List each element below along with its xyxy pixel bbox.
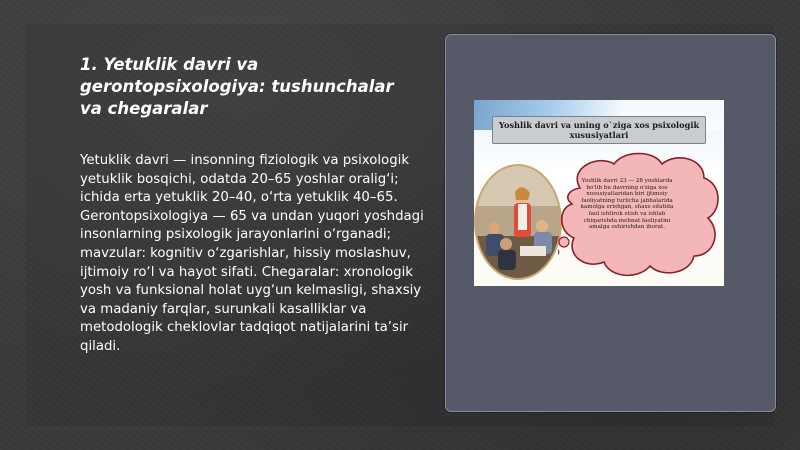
thought-cloud-text: Yoshlik davri 23 — 28 yoshlarda bo'lib bu davrning o'ziga xos xususiyatlaridan biri ijtimoiy faoliyatning turlicha jabhalarida kamolga erishgan, shaxs sifatida faol ishtirok etish va ishlab chiqarishda mehnat faoliyatini amalga oshirishdan iborat. bbox=[580, 178, 674, 231]
students-photo bbox=[474, 164, 562, 280]
slide-body-text: Yetuklik davri — insonning fiziologik va psixologik yetuklik bosqichi, odatda 20–65 yoshlar oralig‘i; ichida erta yetuklik 20–40, o‘rta yetuklik 40–65. Gerontopsixologiya — 65 va undan yuqori yoshdagi insonlarning psixologik jarayonlarini o‘rganadi; mavzular: kognitiv o‘zgarishlar, hissiy moslashuv, ijtimoiy ro‘l va hayot sifati. Chegaralar: xronologik yosh va funksional holat uyg‘un kelmasligi, shaxsiy va madaniy farqlar, surunkali kasalliklar va metodologik cheklovlar tadqiqot natijalarini ta’sir qiladi. bbox=[80, 153, 424, 354]
illustration-banner: Yoshlik davri va uning o`ziga xos psixologik xususiyatlari bbox=[492, 116, 706, 144]
slide-title: 1. Yetuklik davri va gerontopsixologiya: tushunchalar va chegaralar bbox=[80, 55, 394, 118]
slide-illustration bbox=[474, 100, 724, 286]
students-photo-drawing bbox=[476, 166, 560, 278]
